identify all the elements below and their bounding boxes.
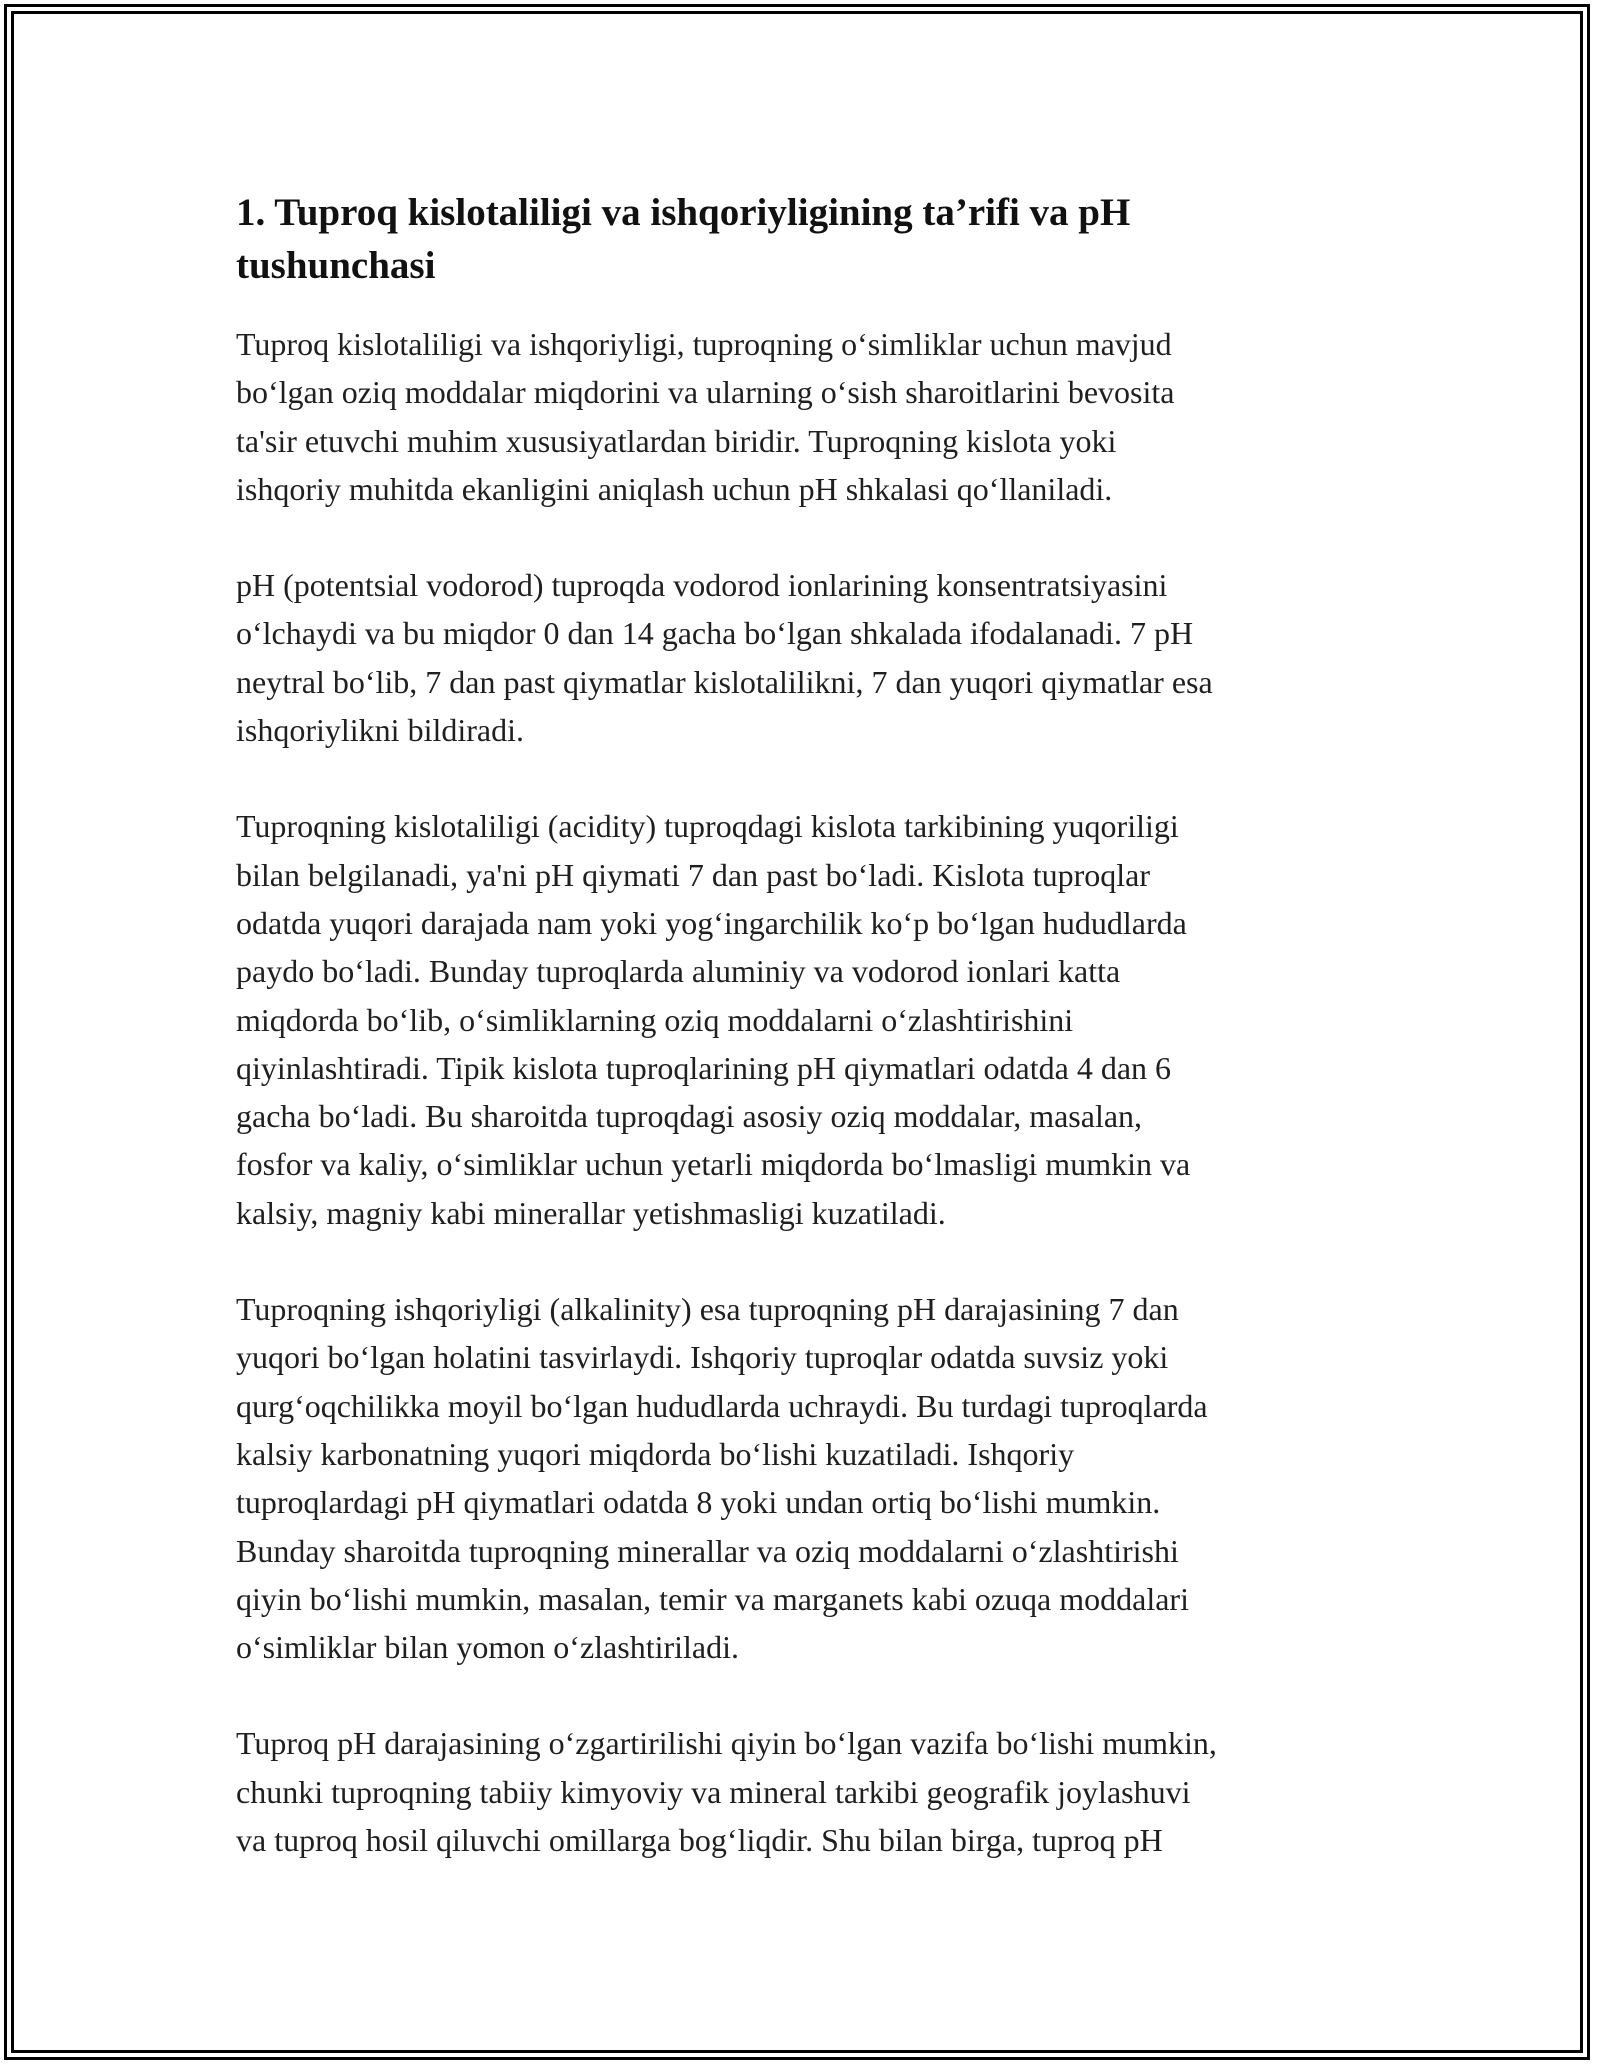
paragraph-ph-change [236, 1719, 1376, 1864]
paragraph-alkalinity [236, 1285, 1376, 1671]
section-heading [236, 186, 1376, 292]
text-line: miqdorda bo‘lib, o‘simliklarning oziq moddalarni o‘zlashtirishini [236, 1001, 1074, 1038]
text-line: Tuproqning kislotaliligi (acidity) tuproqdagi kislota tarkibining yuqoriligi [236, 808, 1179, 845]
paragraph-ph-definition [236, 561, 1376, 754]
text-line: qurg‘oqchilikka moyil bo‘lgan hududlarda uchraydi. Bu turdagi tuproqlarda [236, 1387, 1208, 1424]
text-line: fosfor va kaliy, o‘simliklar uchun yetarli miqdorda bo‘lmasligi mumkin va [236, 1146, 1191, 1183]
text-line: ta'sir etuvchi muhim xususiyatlardan biridir. Tuproqning kislota yoki [236, 422, 1117, 459]
text-line: qiyin bo‘lishi mumkin, masalan, temir va marganets kabi ozuqa moddalari [236, 1580, 1189, 1617]
text-line: kalsiy karbonatning yuqori miqdorda bo‘lishi kuzatiladi. Ishqoriy [236, 1435, 1075, 1472]
text-line: yuqori bo‘lgan holatini tasvirlaydi. Ishqoriy tuproqlar odatda suvsiz yoki [236, 1339, 1169, 1376]
text-line: va tuproq hosil qiluvchi omillarga bog‘liqdir. Shu bilan birga, tuproq pH [236, 1822, 1163, 1859]
text-line: o‘simliklar bilan yomon o‘zlashtiriladi. [236, 1629, 740, 1666]
text-line: Tuproq pH darajasining o‘zgartirilishi qiyin bo‘lgan vazifa bo‘lishi mumkin, [236, 1725, 1217, 1762]
text-line: Tuproq kislotaliligi va ishqoriyligi, tuproqning o‘simliklar uchun mavjud [236, 326, 1172, 362]
heading-line: 1. Tuproq kislotaliligi va ishqoriyligining ta’rifi va pH [236, 191, 1131, 234]
text-line: tuproqlardagi pH qiymatlari odatda 8 yoki undan ortiq bo‘lishi mumkin. [236, 1484, 1161, 1521]
text-line: bilan belgilanadi, ya'ni pH qiymati 7 dan past bo‘ladi. Kislota tuproqlar [236, 856, 1151, 893]
text-line: pH (potentsial vodorod) tuproqda vodorod ionlarining konsentratsiyasini [236, 567, 1168, 604]
heading-line: tushunchasi [236, 244, 436, 287]
text-line: kalsiy, magniy kabi minerallar yetishmasligi kuzatiladi. [236, 1194, 946, 1231]
text-line: paydo bo‘ladi. Bunday tuproqlarda aluminiy va vodorod ionlari katta [236, 953, 1121, 990]
text-line: Bunday sharoitda tuproqning minerallar va oziq moddalarni o‘zlashtirishi [236, 1532, 1179, 1569]
text-line: qiyinlashtiradi. Tipik kislota tuproqlarining pH qiymatlari odatda 4 dan 6 [236, 1049, 1172, 1086]
text-line: ishqoriy muhitda ekanligini aniqlash uchun pH shkalasi qo‘llaniladi. [236, 470, 1113, 507]
text-line: bo‘lgan oziq moddalar miqdorini va ularning o‘sish sharoitlarini bevosita [236, 374, 1175, 411]
text-line: gacha bo‘ladi. Bu sharoitda tuproqdagi asosiy oziq moddalar, masalan, [236, 1098, 1143, 1135]
text-line: ishqoriylikni bildiradi. [236, 712, 524, 749]
paragraph-acidity [236, 802, 1376, 1237]
text-line: odatda yuqori darajada nam yoki yog‘ingarchilik ko‘p bo‘lgan hududlarda [236, 904, 1187, 941]
text-line: chunki tuproqning tabiiy kimyoviy va mineral tarkibi geografik joylashuvi [236, 1773, 1191, 1810]
paragraph-intro [236, 320, 1376, 513]
text-line: o‘lchaydi va bu miqdor 0 dan 14 gacha bo‘lgan shkalada ifodalanadi. 7 pH [236, 615, 1194, 652]
text-line: neytral bo‘lib, 7 dan past qiymatlar kislotalilikni, 7 dan yuqori qiymatlar esa [236, 663, 1213, 700]
text-line: Tuproqning ishqoriyligi (alkalinity) esa tuproqning pH darajasining 7 dan [236, 1291, 1179, 1328]
document-body [236, 186, 1376, 1912]
